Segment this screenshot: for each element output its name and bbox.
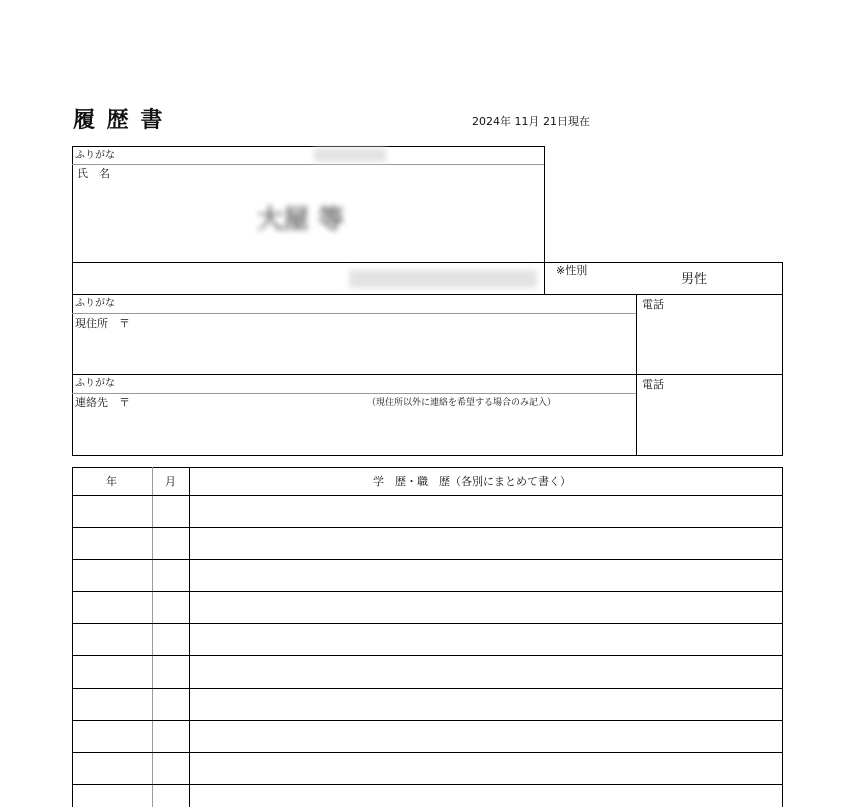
address-label: 現住所 〒 [75, 317, 130, 330]
contact-furigana-label: ふりがな [75, 378, 115, 389]
document-date: 2024年 11月 21日現在 [472, 115, 590, 128]
table-row[interactable] [73, 656, 782, 688]
history-col-detail: 学 歴・職 歴（各別にまとめて書く） [373, 475, 571, 488]
table-row[interactable] [73, 689, 782, 720]
table-row[interactable] [73, 721, 782, 752]
name-furigana-value[interactable] [314, 148, 386, 162]
name-value[interactable]: 大屋 等 [257, 205, 345, 235]
gender-label: ※性別 [556, 264, 588, 277]
table-row[interactable] [73, 624, 782, 655]
table-row[interactable] [73, 785, 782, 807]
table-row[interactable] [73, 496, 782, 527]
table-row[interactable] [73, 560, 782, 591]
history-col-month: 月 [165, 475, 176, 488]
birth-date-value[interactable] [349, 270, 537, 288]
table-row[interactable] [73, 528, 782, 559]
table-row[interactable] [73, 592, 782, 623]
gender-value[interactable]: 男性 [681, 272, 708, 287]
address-phone-label: 電話 [642, 298, 664, 311]
name-furigana-label: ふりがな [75, 150, 115, 161]
document-title: 履 歴 書 [73, 108, 165, 133]
contact-phone-label: 電話 [642, 378, 664, 391]
name-label: 氏 名 [77, 167, 110, 180]
history-col-year: 年 [106, 475, 117, 488]
table-row[interactable] [73, 753, 782, 784]
contact-label: 連絡先 〒 [75, 396, 130, 409]
contact-note: （現住所以外に連絡を希望する場合のみ記入） [367, 398, 557, 408]
address-furigana-label: ふりがな [75, 298, 115, 309]
